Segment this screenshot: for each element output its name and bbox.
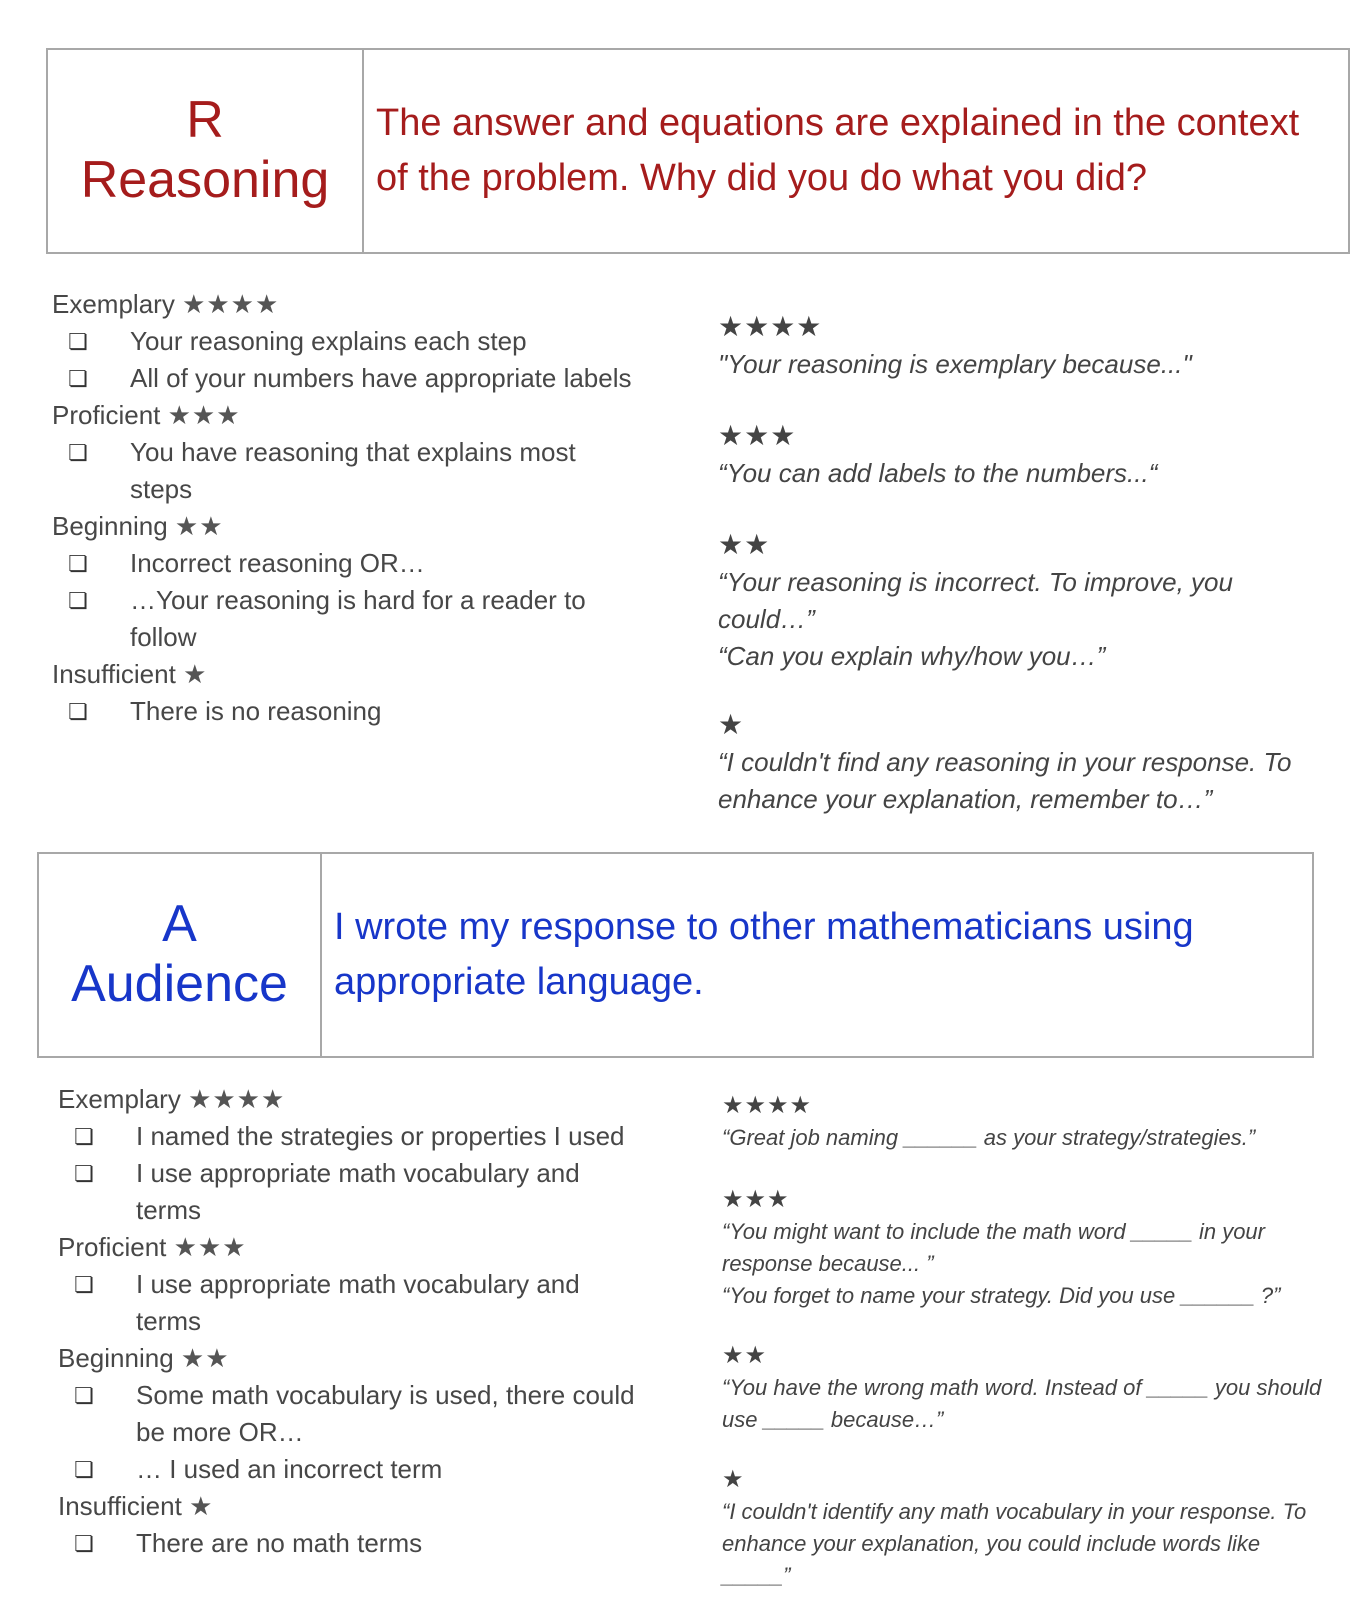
- stars-icon: ★★: [174, 511, 224, 541]
- feedback-4-star: [718, 308, 1338, 383]
- checkbox-icon: ❏: [74, 1124, 94, 1149]
- stars-icon: ★★★: [722, 1186, 790, 1213]
- level-insufficient: Insufficient ★: [58, 1491, 214, 1521]
- checklist-item: ❏ You have reasoning that explains most steps: [52, 434, 592, 508]
- feedback-2-star: [718, 526, 1248, 675]
- stars-icon: ★: [189, 1491, 214, 1521]
- checklist-item: ❏ There is no reasoning: [52, 693, 652, 730]
- checklist-item: ❏ All of your numbers have appropriate labels: [52, 360, 652, 397]
- checklist-item: ❏ I named the strategies or properties I used: [58, 1118, 658, 1155]
- audience-description: I wrote my response to other mathematicians using appropriate language.: [334, 905, 1194, 1003]
- stars-icon: ★★: [180, 1343, 230, 1373]
- stars-icon: ★★★★: [182, 289, 280, 319]
- stars-icon: ★★★★: [722, 1092, 813, 1119]
- feedback-text: “Can you explain why/how you…”: [718, 641, 1106, 671]
- checkbox-icon: ❏: [68, 588, 88, 613]
- feedback-text: "Your reasoning is exemplary because...": [718, 349, 1192, 379]
- feedback-text: “You forget to name your strategy. Did you use ______ ?”: [722, 1283, 1281, 1308]
- level-proficient: Proficient ★★★: [58, 1232, 247, 1262]
- checkbox-icon: ❏: [68, 699, 88, 724]
- level-proficient: Proficient ★★★: [52, 400, 241, 430]
- checklist-item: ❏ I use appropriate math vocabulary and terms: [58, 1155, 618, 1229]
- feedback-text: “Your reasoning is incorrect. To improve, you could…”: [718, 567, 1233, 634]
- audience-title-cell: [39, 854, 322, 1056]
- checkbox-icon: ❏: [74, 1272, 94, 1297]
- checklist-item: ❏ Your reasoning explains each step: [52, 323, 652, 360]
- level-beginning: Beginning ★★: [52, 511, 224, 541]
- feedback-text: “You can add labels to the numbers...“: [718, 458, 1158, 488]
- stars-icon: ★★★: [167, 400, 241, 430]
- checkbox-icon: ❏: [68, 366, 88, 391]
- level-exemplary: Exemplary ★★★★: [58, 1084, 286, 1114]
- reasoning-word: Reasoning: [80, 151, 330, 209]
- feedback-3-star: [718, 417, 1338, 492]
- stars-icon: ★★★: [718, 420, 797, 451]
- audience-levels: [58, 1081, 658, 1562]
- feedback-4-star: [722, 1090, 1352, 1154]
- stars-icon: ★: [183, 659, 208, 689]
- checklist-item: ❏ I use appropriate math vocabulary and terms: [58, 1266, 618, 1340]
- reasoning-title-cell: [48, 50, 364, 252]
- checklist-item: ❏ … I used an incorrect term: [58, 1451, 658, 1488]
- checkbox-icon: ❏: [74, 1161, 94, 1186]
- feedback-1-star: [718, 706, 1318, 818]
- checkbox-icon: ❏: [68, 551, 88, 576]
- audience-letter: A: [162, 895, 197, 954]
- checklist-item: ❏ …Your reasoning is hard for a reader to follow: [52, 582, 592, 656]
- audience-header: [37, 852, 1314, 1058]
- checkbox-icon: ❏: [74, 1383, 94, 1408]
- feedback-2-star: [722, 1340, 1332, 1436]
- level-insufficient: Insufficient ★: [52, 659, 208, 689]
- reasoning-description: The answer and equations are explained in the context of the problem. Why did you do what you did?: [376, 101, 1300, 199]
- stars-icon: ★★★: [173, 1232, 247, 1262]
- stars-icon: ★: [718, 709, 745, 740]
- checkbox-icon: ❏: [74, 1457, 94, 1482]
- feedback-text: “You have the wrong math word. Instead of _____ you should use _____ because…”: [722, 1375, 1322, 1432]
- checkbox-icon: ❏: [68, 440, 88, 465]
- level-exemplary: Exemplary ★★★★: [52, 289, 280, 319]
- checklist-item: ❏ There are no math terms: [58, 1525, 658, 1562]
- feedback-text: “I couldn't find any reasoning in your response. To enhance your explanation, remember to…”: [718, 747, 1292, 814]
- reasoning-letter: R: [186, 91, 224, 150]
- feedback-text: “You might want to include the math word _____ in your response because... ”: [722, 1219, 1265, 1276]
- feedback-1-star: [722, 1464, 1332, 1592]
- feedback-text: “Great job naming ______ as your strategy/strategies.”: [722, 1125, 1256, 1150]
- feedback-3-star: [722, 1184, 1282, 1312]
- stars-icon: ★★: [722, 1342, 768, 1369]
- stars-icon: ★★★★: [718, 311, 823, 342]
- level-beginning: Beginning ★★: [58, 1343, 230, 1373]
- checklist-item: ❏ Some math vocabulary is used, there could be more OR…: [58, 1377, 658, 1451]
- reasoning-levels: [52, 286, 652, 730]
- stars-icon: ★: [722, 1466, 745, 1493]
- stars-icon: ★★★★: [188, 1084, 286, 1114]
- feedback-text: “I couldn't identify any math vocabulary in your response. To enhance your explanation, you could include words like _____”: [722, 1499, 1307, 1588]
- checkbox-icon: ❏: [68, 329, 88, 354]
- checklist-item: ❏ Incorrect reasoning OR…: [52, 545, 652, 582]
- stars-icon: ★★: [718, 529, 771, 560]
- reasoning-header: [46, 48, 1350, 254]
- audience-word: Audience: [71, 955, 288, 1013]
- checkbox-icon: ❏: [74, 1531, 94, 1556]
